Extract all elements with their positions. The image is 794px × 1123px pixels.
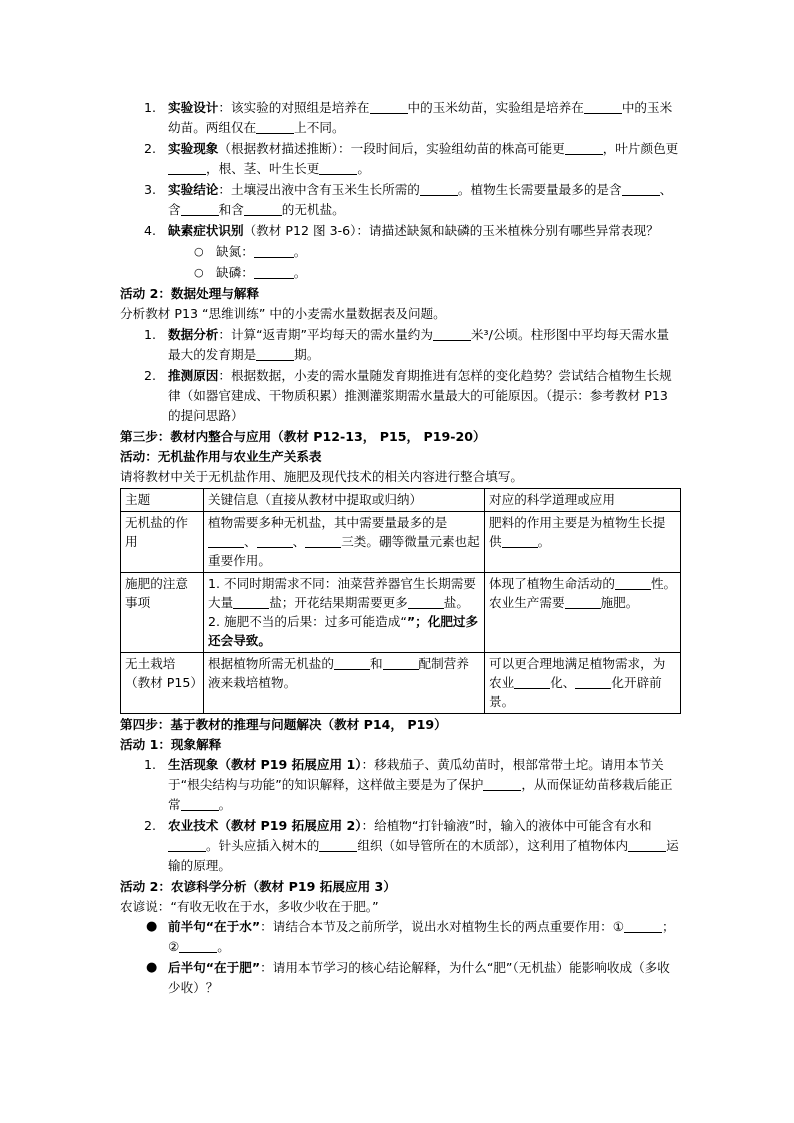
circle-bullet-icon: ○: [194, 245, 204, 258]
item-number: 1.: [144, 327, 157, 342]
item-title: 农业技术（教材 P19 拓展应用 2）: [168, 818, 362, 833]
table-cell-topic: 无机盐的作用: [121, 512, 204, 573]
proverb-text: 农谚说：“有收无收在于水，多收少收在于肥。”: [120, 899, 379, 914]
list-item: ● 前半句“在于水”：请结合本节及之前所学，说出水对植物生长的两点重要作用：① ；② 。: [146, 919, 675, 954]
list-item: 2. 农业技术（教材 P19 拓展应用 2）：给植物“打针输液”时，输入的液体中可能含有水和。针头应插入树木的 组织（如导管所在的木质部），这利用了植物体内 运输的原理。: [144, 818, 679, 873]
table-cell-application: 可以更合理地满足植物需求，为农业 化、 化开辟前景。: [485, 653, 681, 714]
table-cell-application: 体现了植物生命活动的 性。农业生产需要 施肥。: [485, 573, 681, 653]
activity-heading: 活动 1：现象解释: [120, 737, 222, 752]
list-item: 2. 实验现象（根据教材描述推断）：一段时间后，实验组幼苗的株高可能更 ，叶片颜色更，根、茎、叶生长更 。: [144, 141, 679, 176]
column-header: 关键信息（直接从教材中提取或归纳）: [204, 489, 485, 512]
fill-blank[interactable]: [565, 595, 601, 609]
fill-blank[interactable]: [514, 675, 550, 689]
fill-blank[interactable]: [433, 327, 471, 341]
table-row: [121, 512, 681, 573]
table-header-row: [121, 489, 681, 512]
fill-blank[interactable]: [181, 797, 219, 811]
fill-blank[interactable]: [502, 534, 538, 548]
table-cell-application: 肥料的作用主要是为植物生长提供 。: [485, 512, 681, 573]
table-row: [121, 653, 681, 714]
list-item: 3. 实验结论：土壤浸出液中含有玉米生长所需的 。植物生长需要量最多的是含 、含 和含 的无机盐。: [144, 182, 673, 217]
list-item: 2. 推测原因：根据数据，小麦的需水量随发育期推进有怎样的变化趋势？尝试结合植物生长规律（如器官建成、干物质积累）推测灌浆期需水量最大的可能原因。（提示：参考教材 P13 的提问思路）: [144, 368, 672, 423]
item-number: 1.: [144, 757, 157, 772]
activity-heading: 活动 2：农谚科学分析（教材 P19 拓展应用 3）: [120, 879, 396, 894]
item-title: 实验设计: [168, 100, 219, 115]
bullet-icon: ●: [146, 960, 158, 975]
activity-intro: 请将教材中关于无机盐作用、施肥及现代技术的相关内容进行整合填写。: [120, 469, 523, 484]
item-number: 3.: [144, 182, 157, 197]
fill-blank[interactable]: [257, 534, 293, 548]
fill-blank[interactable]: [624, 919, 662, 933]
fill-blank[interactable]: [565, 141, 603, 155]
integration-table: [120, 488, 681, 714]
fill-blank[interactable]: [334, 656, 370, 670]
step-heading: 第四步：基于教材的推理与问题解决（教材 P14， P19）: [120, 717, 447, 732]
fill-blank[interactable]: [615, 576, 651, 590]
fill-blank[interactable]: [254, 265, 294, 279]
item-number: 2.: [144, 818, 157, 833]
fill-blank[interactable]: [383, 656, 419, 670]
activity-heading: 活动 2：数据处理与解释: [120, 286, 260, 301]
fill-blank[interactable]: [319, 161, 357, 175]
fill-blank[interactable]: [256, 347, 294, 361]
table-cell-topic: 施肥的注意事项: [121, 573, 204, 653]
fill-blank[interactable]: [256, 120, 294, 134]
fill-blank[interactable]: [305, 534, 341, 548]
table-cell-topic: 无土栽培（教材 P15）: [121, 653, 204, 714]
fill-blank[interactable]: [319, 838, 357, 852]
fill-blank[interactable]: [181, 202, 219, 216]
item-title: 生活现象（教材 P19 拓展应用 1）: [168, 757, 362, 772]
item-number: 2.: [144, 368, 157, 383]
table-row: [121, 573, 681, 653]
step-heading: 第三步：教材内整合与应用（教材 P12-13， P15， P19-20）: [120, 429, 486, 444]
item-title: 前半句“在于水”: [168, 919, 261, 934]
item-number: 4.: [144, 223, 157, 238]
circle-bullet-icon: ○: [194, 266, 204, 279]
bullet-icon: ●: [146, 919, 158, 934]
fill-blank[interactable]: [575, 675, 611, 689]
item-title: 数据分析: [168, 327, 219, 342]
fill-blank[interactable]: [408, 595, 444, 609]
fill-blank[interactable]: [233, 595, 269, 609]
fill-blank[interactable]: [628, 838, 666, 852]
fill-blank[interactable]: [254, 244, 294, 258]
fill-blank[interactable]: [208, 534, 244, 548]
list-item: 1. 数据分析：计算“返青期”平均每天的需水量约为 米³/公顷。柱形图中平均每天需水量最大的发育期是 期。: [144, 327, 670, 362]
item-title: 实验现象: [168, 141, 219, 156]
item-title: 实验结论: [168, 182, 219, 197]
item-title: 后半句“在于肥”: [168, 960, 261, 975]
table-cell-key-info: 根据植物所需无机盐的 和 配制营养液来栽培植物。: [204, 653, 485, 714]
fill-blank[interactable]: [370, 100, 408, 114]
sub-list-item: ○ 缺氮： 。: [120, 242, 680, 262]
list-item: ● 后半句“在于肥”：请用本节学习的核心结论解释，为什么“肥”（无机盐）能影响收成（多收少收）？: [146, 960, 670, 995]
sub-list-item: ○ 缺磷： 。: [120, 263, 680, 283]
activity-heading: 活动：无机盐作用与农业生产关系表: [120, 449, 322, 464]
column-header: 主题: [121, 489, 204, 512]
table-cell-key-info: 植物需要多种无机盐，其中需要量最多的是、 、 三类。硼等微量元素也起重要作用。: [204, 512, 485, 573]
fill-blank[interactable]: [483, 777, 521, 791]
table-cell-key-info: 1. 不同时期需求不同：油菜营养器官生长期需要大量 盐；开花结果期需要更多 盐。 2. 施肥不当的后果：过多可能造成“”；化肥过多还会导致。: [204, 573, 485, 653]
fill-blank[interactable]: [622, 182, 660, 196]
column-header: 对应的科学道理或应用: [485, 489, 681, 512]
fill-blank[interactable]: [168, 838, 206, 852]
fill-blank[interactable]: [179, 939, 217, 953]
item-title: 推测原因: [168, 368, 219, 383]
fill-blank[interactable]: [420, 182, 458, 196]
list-item: 1. 生活现象（教材 P19 拓展应用 1）：移栽茄子、黄瓜幼苗时，根部常带土坨。请用本节关于“根尖结构与功能”的知识解释，这样做主要是为了保护 ，从而保证幼苗移栽后能正常 。: [144, 757, 673, 812]
activity-intro: 分析教材 P13 “思维训练” 中的小麦需水量数据表及问题。: [120, 306, 446, 321]
worksheet-page: [120, 98, 680, 998]
item-title: 缺素症状识别: [168, 223, 244, 238]
item-number: 1.: [144, 100, 157, 115]
fill-blank[interactable]: [584, 100, 622, 114]
list-item: 4. 缺素症状识别（教材 P12 图 3-6）：请描述缺氮和缺磷的玉米植株分别有哪些异常表现？: [120, 221, 680, 241]
list-item: 1. 实验设计：该实验的对照组是培养在 中的玉米幼苗，实验组是培养在 中的玉米幼苗。两组仅在 上不同。: [144, 100, 673, 135]
item-number: 2.: [144, 141, 157, 156]
fill-blank[interactable]: [168, 161, 206, 175]
fill-blank[interactable]: [244, 202, 282, 216]
